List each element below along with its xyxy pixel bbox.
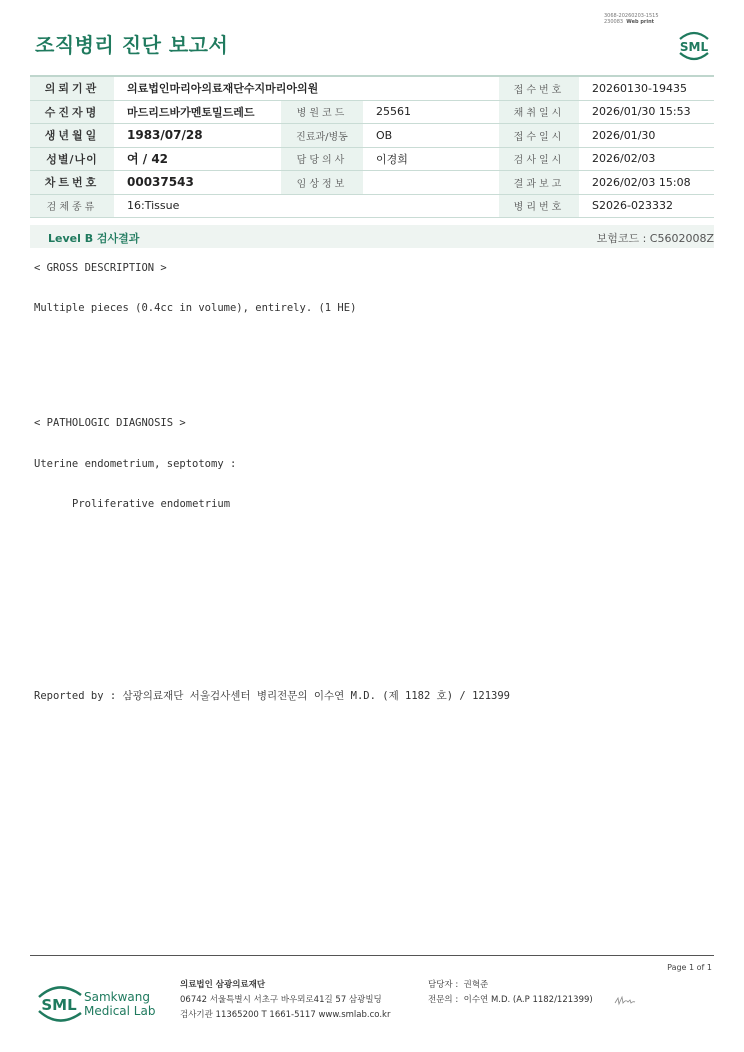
print-meta-line1: 3068-20260203-1515	[604, 13, 659, 19]
signature-image	[614, 995, 636, 1007]
specimen-value: 16:Tissue	[114, 194, 499, 218]
samkwang-logo-mark: SML	[41, 996, 77, 1014]
dob-label: 생년월일	[30, 124, 114, 148]
footer-contact: 검사기관 11365200 T 1661-5117 www.smlab.co.kr	[180, 1010, 391, 1020]
gross-text: Multiple pieces (0.4cc in volume), entirely. (1 HE)	[34, 302, 357, 314]
page-number: Page 1 of 1	[667, 963, 712, 972]
clinical-info-label: 임상정보	[281, 171, 363, 195]
diagnosis-site: Uterine endometrium, septotomy :	[34, 458, 237, 470]
patient-name-label: 수진자명	[30, 100, 114, 124]
sml-logo-text: SML	[679, 40, 709, 54]
exam-date-value: 2026/02/03	[579, 147, 714, 171]
gross-heading: < GROSS DESCRIPTION >	[34, 262, 167, 274]
result-level: Level B 검사결과	[48, 232, 140, 245]
diagnosis-result: Proliferative endometrium	[72, 498, 231, 510]
footer-divider	[30, 955, 714, 956]
table-row	[30, 194, 714, 218]
receipt-no-label: 접수번호	[499, 76, 579, 100]
report-dt-value: 2026/02/03 15:08	[579, 171, 714, 195]
footer-org	[180, 978, 390, 1023]
pathology-no-value: S2026-023332	[579, 194, 714, 218]
hospital-code-value: 25561	[363, 100, 499, 124]
requesting-org-value: 의료법인마리아의료재단수지마리아의원	[114, 76, 499, 100]
footer-address: 06742 서울특별시 서초구 바우뫼로41길 57 삼광빌딩	[180, 995, 382, 1005]
specimen-label: 검체종류	[30, 194, 114, 218]
footer-specialist: 전문의 : 이수연 M.D. (A.P 1182/121399)	[428, 995, 593, 1005]
patient-name-value: 마드리드바가멘토밀드레드	[114, 100, 281, 124]
patient-info-table	[30, 75, 714, 218]
hospital-code-label: 병원코드	[281, 100, 363, 124]
samkwang-logo	[37, 981, 159, 1027]
table-row	[30, 100, 714, 124]
footer-staff	[428, 978, 593, 1008]
receipt-date-label: 접수일시	[499, 124, 579, 148]
diagnosis-heading: < PATHOLOGIC DIAGNOSIS >	[34, 417, 186, 429]
dept-label: 진료과/병동	[281, 124, 363, 148]
sex-age-value: 여 / 42	[114, 147, 281, 171]
doctor-value: 이경희	[363, 147, 499, 171]
receipt-no-value: 20260130-19435	[579, 76, 714, 100]
sml-logo	[674, 27, 714, 63]
exam-date-label: 검사일시	[499, 147, 579, 171]
collection-dt-value: 2026/01/30 15:53	[579, 100, 714, 124]
table-row	[30, 76, 714, 100]
print-meta-line2: 230083 Web print	[604, 19, 655, 25]
sex-age-label: 성별/나이	[30, 147, 114, 171]
collection-dt-label: 채취일시	[499, 100, 579, 124]
samkwang-logo-name2: Medical Lab	[84, 1004, 156, 1018]
footer-manager: 담당자 : 권혁준	[428, 980, 489, 990]
clinical-info-value	[363, 171, 499, 195]
footer-org-name: 의료법인 삼광의료재단	[180, 980, 266, 990]
report-title: 조직병리 진단 보고서	[35, 33, 229, 57]
table-row	[30, 124, 714, 148]
doctor-label: 담당의사	[281, 147, 363, 171]
print-meta	[604, 13, 659, 25]
insurance-code: 보험코드 : C5602008Z	[596, 232, 714, 245]
table-row	[30, 147, 714, 171]
chart-no-label: 차트번호	[30, 171, 114, 195]
chart-no-value: 00037543	[114, 171, 281, 195]
table-row	[30, 171, 714, 195]
receipt-date-value: 2026/01/30	[579, 124, 714, 148]
requesting-org-label: 의뢰기관	[30, 76, 114, 100]
dob-value: 1983/07/28	[114, 124, 281, 148]
report-dt-label: 결과보고	[499, 171, 579, 195]
reported-by: Reported by : 삼광의료재단 서울검사센터 병리전문의 이수연 M.D. (제 1182 호) / 121399	[34, 690, 511, 702]
dept-value: OB	[363, 124, 499, 148]
samkwang-logo-name1: Samkwang	[84, 990, 150, 1004]
pathology-no-label: 병리번호	[499, 194, 579, 218]
